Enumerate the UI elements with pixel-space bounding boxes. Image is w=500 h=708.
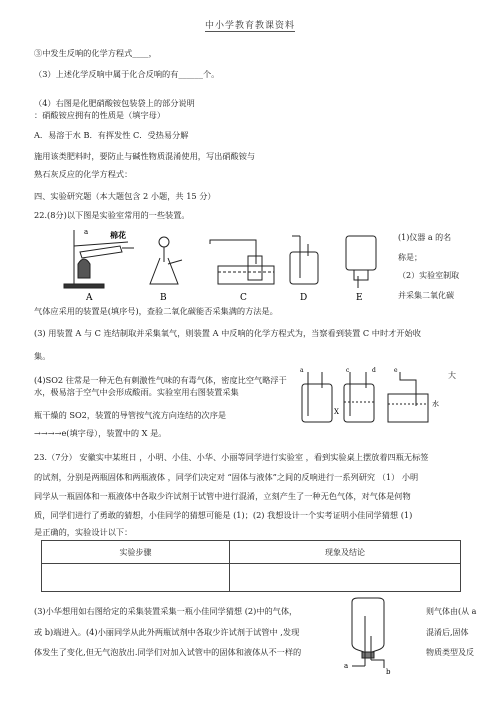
so2-apparatus-figure bbox=[296, 366, 446, 428]
text-line: 四、实验研究题（本大题包含 2 小题，共 15 分） bbox=[34, 191, 216, 201]
label-X: X bbox=[334, 408, 339, 416]
text-line: 水，极易溶于空气中会形成酸雨。实验室用右图装置采集 bbox=[34, 387, 239, 397]
text-line: (4)SO2 往常是一种无色有刺激性气味的有毒气体，密度比空气略浮于 bbox=[34, 375, 287, 385]
apparatus-figure-a-to-e bbox=[60, 222, 420, 304]
text-line: ③中发生反响的化学方程式____， bbox=[34, 48, 157, 58]
text-line: 熟石灰反应的化学方程式： bbox=[34, 169, 133, 179]
label-cotton: 棉花 bbox=[110, 230, 126, 240]
text-line: A．易溶于水 B．有挥发性 C．受热易分解 bbox=[34, 130, 189, 140]
label-so2-a: a bbox=[300, 367, 304, 374]
table-header-phenomena: 现象及结论 bbox=[230, 541, 461, 564]
label-A: A bbox=[86, 293, 93, 303]
text-line: （4）右图是化肥硝酸铵包装袋上的部分说明 bbox=[34, 98, 195, 108]
side-text-line: 并采集二氧化碳 bbox=[398, 291, 454, 300]
table-cell-phenomena bbox=[230, 564, 461, 592]
text-line: 瓶干燥的 SO2，装置的导管按气流方向连结的次序是 bbox=[34, 410, 227, 420]
label-e: e bbox=[394, 367, 398, 374]
text-line: 22.(8分)以下图是实验室常用的一些装置。 bbox=[34, 210, 190, 220]
side-text-line: 混淆后,固体 bbox=[426, 628, 469, 637]
header-title: 中小学教育教课资料 bbox=[204, 21, 295, 31]
label-bottle-a: a bbox=[344, 662, 349, 670]
label-d: d bbox=[372, 367, 376, 374]
text-line: 的试剂，分别是两瓶固体和两瓶液体 ，同学们决定对 “固体与液体”之间的反响进行一系列研究 （1） 小明 bbox=[34, 472, 419, 482]
table-header-row bbox=[42, 541, 461, 564]
label-B: B bbox=[160, 293, 167, 303]
text-line: 是正确的，实验设计以下： bbox=[34, 527, 133, 537]
side-text-line: 大 bbox=[448, 371, 456, 380]
text-line: 体发生了变化,但无气泡放出.同学们对加入试管中的固体和液体从不一样的 bbox=[34, 647, 302, 657]
text-line: ：硝酸铵应拥有的性质是（填字母） bbox=[34, 110, 166, 120]
table-cell-steps bbox=[42, 564, 230, 592]
table-row bbox=[42, 564, 461, 592]
label-water: 水 bbox=[432, 400, 439, 408]
text-line: (3) 用装置 A 与 C 连结制取并采集氧气，则装置 A 中反响的化学方程式为，当察看到装置 C 中时才开始收 bbox=[34, 328, 421, 338]
label-D: D bbox=[300, 293, 308, 303]
side-text-line: 称是； bbox=[398, 253, 422, 262]
table-header-steps: 实验步骤 bbox=[42, 541, 230, 564]
label-E: E bbox=[356, 293, 363, 303]
text-line: (3)小华想用如右图给定的采集装置采集一瓶小佳同学猜想 (2)中的气体， bbox=[34, 606, 298, 616]
text-line: →→→→e(填字母），装置中的 X 是。 bbox=[34, 428, 167, 438]
label-bottle-b: b bbox=[386, 668, 391, 676]
header-underline bbox=[205, 31, 295, 32]
label-C: C bbox=[240, 293, 247, 303]
text-line: 集。 bbox=[34, 351, 51, 361]
text-line: （3）上述化学反响中属于化合反响的有______个。 bbox=[34, 69, 220, 79]
text-line: 同学从一瓶固体和一瓶液体中各取少许试剂于试管中进行混淆，立刻产生了一种无色气体，对气体是何物 bbox=[34, 491, 411, 501]
text-line: 气体应采用的装置是(填序号)，查验二氧化碳能否采集满的方法是。 bbox=[34, 306, 278, 316]
side-text-line: (1)仪器 a 的名 bbox=[398, 233, 452, 242]
text-line: 23.（7分） 安徽实中某班日 ，小明、小佳、小华、小丽等同学进行实验室 ，看到实验桌上摆放着四瓶无标签 bbox=[34, 452, 429, 462]
experiment-table bbox=[41, 540, 461, 592]
label-a: a bbox=[84, 228, 89, 236]
gas-collection-bottle-figure bbox=[338, 596, 398, 676]
text-line: 质，同学们进行了勇敢的猜想，小佳同学的猜想可能是 (1)；(2) 我想设计一个实考证明小佳同学猜想 (1) bbox=[34, 510, 413, 520]
text-line: 或 b)端进入。(4)小丽同学从此外两瓶试剂中各取少许试剂于试管中 ,发现 bbox=[34, 627, 300, 637]
side-text-line: 物质类型及反 bbox=[426, 648, 474, 657]
label-c: c bbox=[346, 367, 350, 374]
side-text-line: 则气体由(从 a bbox=[426, 607, 477, 616]
text-line: 施用该类肥料时，要防止与碱性物质混淆使用，写出硝酸铵与 bbox=[34, 151, 256, 161]
side-text-line: （2）实验室制取 bbox=[398, 271, 460, 280]
